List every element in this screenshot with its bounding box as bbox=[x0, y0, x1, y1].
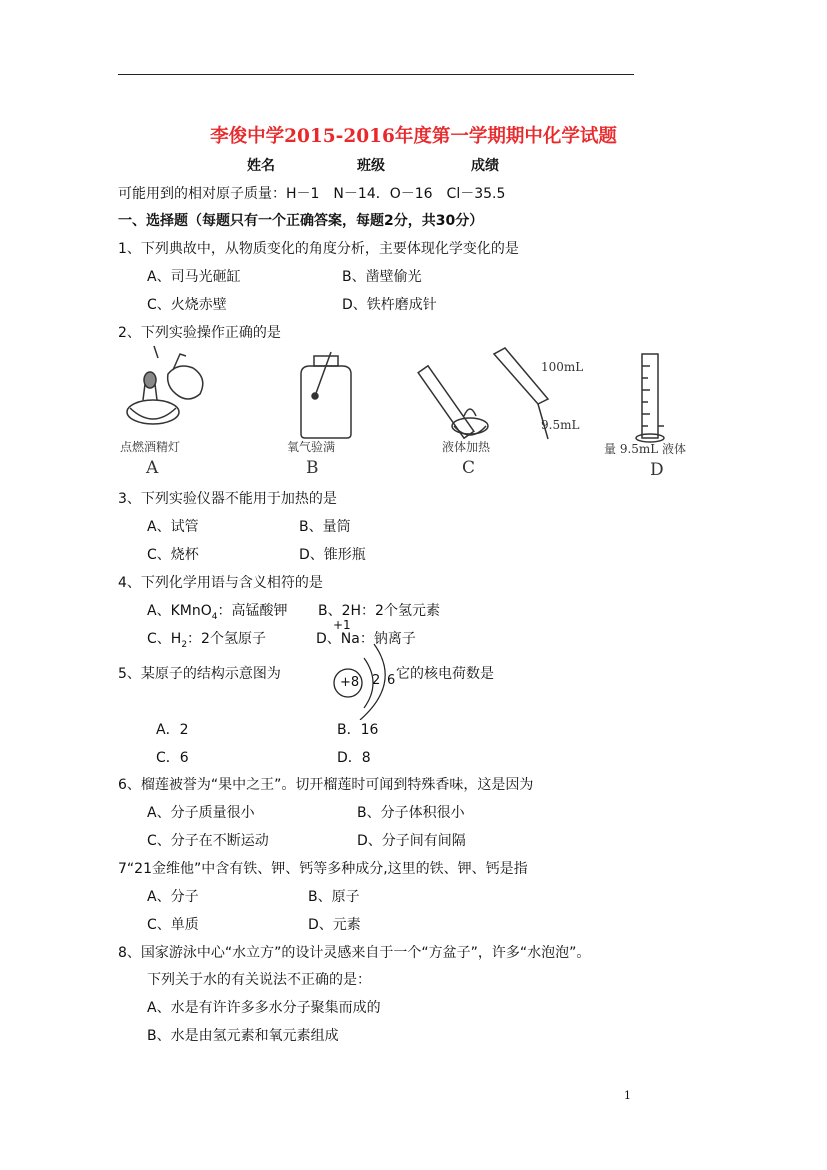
q4-option-a bbox=[147, 602, 287, 626]
q4-stem: 4、下列化学用语与含义相符的是 bbox=[118, 575, 323, 591]
graduated-cylinder-icon bbox=[636, 354, 664, 442]
q5-stem-end: 它的核电荷数是 bbox=[396, 666, 494, 682]
q8-substem: 下列关于水的有关说法不正确的是： bbox=[147, 972, 371, 988]
q1-option-a: A、司马光砸缸 bbox=[147, 269, 241, 285]
q6-option-c: C、分子在不断运动 bbox=[147, 833, 269, 849]
atom-shell-1: 2 bbox=[372, 673, 381, 688]
figure-d-label: 量 9.5mL 液体 bbox=[604, 442, 687, 456]
figure-a-letter: A bbox=[146, 458, 159, 478]
class-field-label: 班级 bbox=[357, 158, 385, 174]
q8-stem: 8、国家游泳中心“水立方”的设计灵感来自于一个“方盆子”，许多“水泡泡”。 bbox=[118, 945, 591, 961]
cylinder-mark-label: 9.5mL bbox=[541, 418, 580, 432]
q2-stem: 2、下列实验操作正确的是 bbox=[118, 325, 281, 341]
q4-c-meaning: ：2个氢原子 bbox=[187, 631, 266, 647]
figure-b-label: 氧气验满 bbox=[287, 440, 336, 454]
q6-option-a: A、分子质量很小 bbox=[147, 805, 255, 821]
q5-option-a: A．2 bbox=[156, 722, 189, 738]
section-heading: 一、选择题（每题只有一个正确答案，每题2分，共30分） bbox=[118, 213, 484, 229]
q7-option-d: D、元素 bbox=[308, 917, 361, 933]
q4-option-c bbox=[147, 630, 266, 654]
q6-stem: 6、榴莲被誉为“果中之王”。切开榴莲时可闻到特殊香味，这是因为 bbox=[118, 777, 534, 793]
q4-c-formula: C、H bbox=[147, 631, 182, 647]
alcohol-lamp-icon bbox=[127, 346, 203, 424]
name-field-label: 姓名 bbox=[247, 158, 275, 174]
q4-option-b: B、2H：2个氢元素 bbox=[318, 603, 440, 619]
q7-option-b: B、原子 bbox=[308, 889, 360, 905]
q4-option-d: D、Na：钠离子 bbox=[316, 631, 416, 647]
q6-option-b: B、分子体积很小 bbox=[357, 805, 465, 821]
q6-option-d: D、分子间有间隔 bbox=[357, 833, 466, 849]
q8-option-a: A、水是有许许多多水分子聚集而成的 bbox=[147, 1000, 381, 1016]
atomic-masses: 可能用到的相对原子质量：H－1 N－14．O－16 Cl－35.5 bbox=[118, 186, 506, 202]
q4-a-meaning: ：高锰酸钾 bbox=[217, 603, 288, 619]
q5-option-c: C．6 bbox=[156, 750, 189, 766]
q1-option-c: C、火烧赤壁 bbox=[147, 297, 227, 313]
q1-stem: 1、下列典故中，从物质变化的角度分析，主要体现化学变化的是 bbox=[118, 241, 519, 257]
gas-bottle-icon bbox=[301, 352, 351, 438]
figure-b-letter: B bbox=[306, 458, 319, 478]
score-field-label: 成绩 bbox=[471, 158, 499, 174]
q2-figure bbox=[118, 344, 708, 484]
q4-c-subscript: 2 bbox=[181, 639, 188, 650]
figure-c-letter: C bbox=[462, 458, 476, 478]
q7-stem: 7“21金维他”中含有铁、钾、钙等多种成分,这里的铁、钾、钙是指 bbox=[118, 861, 528, 877]
q3-option-b: B、量筒 bbox=[299, 519, 351, 535]
page-number: 1 bbox=[624, 1089, 631, 1102]
q5-stem-start: 5、某原子的结构示意图为 bbox=[118, 666, 281, 682]
q3-option-d: D、锥形瓶 bbox=[299, 547, 366, 563]
q3-stem: 3、下列实验仪器不能用于加热的是 bbox=[118, 491, 337, 507]
q5-option-b: B．16 bbox=[337, 722, 379, 738]
q1-option-d: D、铁杵磨成针 bbox=[342, 297, 437, 313]
figure-d-letter: D bbox=[650, 460, 664, 480]
header-rule bbox=[118, 74, 634, 75]
cylinder-top-label: 100mL bbox=[541, 360, 584, 374]
q7-option-c: C、单质 bbox=[147, 917, 199, 933]
q5-option-d: D．8 bbox=[337, 750, 371, 766]
q3-option-a: A、试管 bbox=[147, 519, 199, 535]
q4-a-subscript: 4 bbox=[211, 611, 218, 622]
atom-shell-2: 6 bbox=[387, 673, 396, 688]
q1-option-b: B、凿壁偷光 bbox=[342, 269, 422, 285]
q4-a-formula: A、KMnO bbox=[147, 603, 212, 619]
q4-d-valence: +1 bbox=[333, 618, 351, 632]
figure-c-label: 液体加热 bbox=[442, 440, 491, 454]
test-tube-heating-icon bbox=[418, 348, 548, 439]
q8-option-b: B、水是由氢元素和氧元素组成 bbox=[147, 1028, 339, 1044]
atom-nucleus-charge: +8 bbox=[340, 675, 360, 690]
q7-option-a: A、分子 bbox=[147, 889, 199, 905]
page-title: 李俊中学2015-2016年度第一学期期中化学试题 bbox=[210, 126, 617, 147]
figure-a-label: 点燃酒精灯 bbox=[120, 440, 181, 454]
q3-option-c: C、烧杯 bbox=[147, 547, 199, 563]
